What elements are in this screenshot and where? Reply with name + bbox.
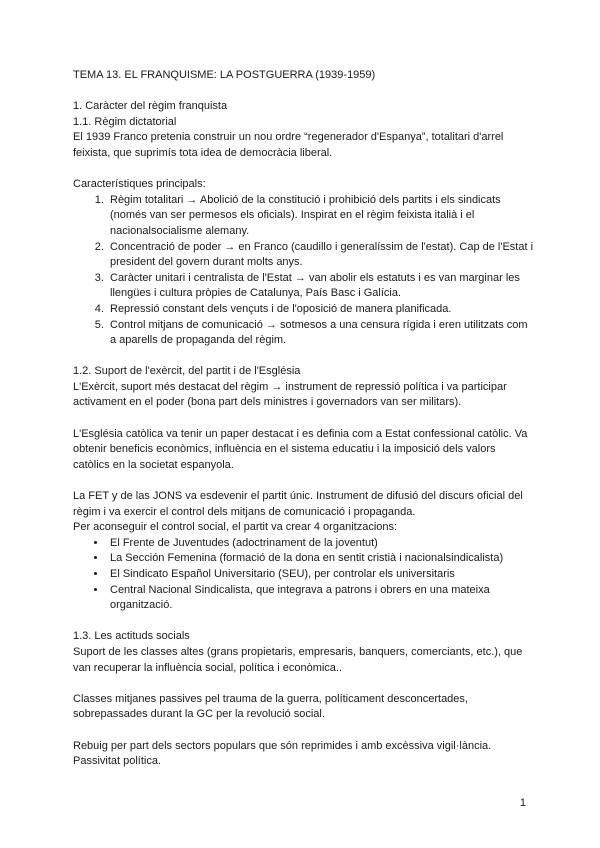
list-item: • La Sección Femenina (formació de la dona en sentit cristià i nacionalsindicalista) bbox=[107, 551, 535, 567]
upper-classes-paragraph: Suport de les classes altes (grans propietaris, empresaris, banquers, comerciants, etc.), que van recuperar la influència social, política i econòmica.. bbox=[73, 645, 523, 674]
section-1-1-heading: 1.1. Règim dictatorial bbox=[73, 115, 177, 128]
fet-paragraph: La FET y de las JONS va esdevenir el partit únic. Instrument de difusió del discurs oficial del règim i va exercir el control dels mitjans de comunicació i propaganda. bbox=[73, 490, 523, 518]
list-item: • El Frente de Juventudes (adoctrinament de la joventut) bbox=[107, 536, 535, 552]
spacer bbox=[73, 84, 535, 100]
characteristics-label: Característiques principals: bbox=[73, 178, 206, 191]
list-item: 5. Control mitjans de comunicació → sotmesos a una censura rígida i eren utilitzats com a aparells de propaganda del règim. bbox=[107, 318, 535, 349]
middle-classes-paragraph: Classes mitjanes passives pel trauma de la guerra, políticament desconcertades, sobrepassades durant la GC per la revolució social. bbox=[73, 692, 468, 721]
church-paragraph: L'Església catòlica va tenir un paper destacat i es definia com a Estat confessional catòlic. Va obtenir beneficis econòmics, influència en el sistema educatiu i la imposició dels valors catòlics en la societat espanyola. bbox=[73, 427, 528, 471]
list-item: 3. Caràcter unitari i centralista de l'Estat → van abolir els estatuts i es van marginar les llengües i cultura pròpies de Catalunya, País Basc i Galícia. bbox=[107, 271, 535, 302]
section-1-1-intro: El 1939 Franco pretenia construir un nou ordre “regenerador d'Espanya”, totalitari d'arrel feixista, que suprimís tota idea de democràcia liberal. bbox=[73, 131, 504, 159]
list-item: • El Sindicato Español Universitario (SEU), per controlar els universitaris bbox=[107, 567, 535, 583]
list-item: 2. Concentració de poder → en Franco (caudillo i generalíssim de l'estat). Cap de l'Estat i president del govern durant molts anys. bbox=[107, 240, 535, 271]
spacer bbox=[73, 723, 535, 739]
list-item: • Central Nacional Sindicalista, que integrava a patrons i obrers en una mateixa organització. bbox=[107, 583, 535, 614]
page-number: 1 bbox=[519, 797, 526, 809]
organizations-intro: Per aconseguir el control social, el partit va crear 4 organitzacions: bbox=[73, 521, 398, 534]
section-1-2-heading: 1.2. Suport de l'exèrcit, del partit i de l'Església bbox=[73, 365, 301, 378]
section-1-3-heading: 1.3. Les actituds socials bbox=[73, 630, 190, 643]
spacer bbox=[73, 614, 535, 630]
army-paragraph: L'Exèrcit, suport més destacat del règim → instrument de repressió política i va participar activament en el poder (bona part dels ministres i governadors van ser militars). bbox=[73, 380, 507, 409]
spacer bbox=[73, 676, 535, 692]
list-item: 4. Repressió constant dels vençuts i de l'oposició de manera planificada. bbox=[107, 302, 535, 318]
characteristics-list bbox=[73, 193, 535, 349]
organizations-list bbox=[73, 536, 535, 614]
spacer bbox=[73, 349, 535, 365]
popular-sectors-paragraph: Rebuig per part dels sectors populars que són reprimides i amb excèssiva vigil·lància. Passivitat política. bbox=[73, 739, 492, 768]
document-body bbox=[73, 68, 535, 770]
spacer bbox=[73, 162, 535, 178]
spacer bbox=[73, 411, 535, 427]
list-item: 1. Règim totalitari → Abolició de la constitució i prohibició dels partits i els sindicats (només van ser permesos els oficials). Inspirat en el règim feixista italià i el nacionalsocialisme alemany. bbox=[107, 193, 535, 240]
spacer bbox=[73, 473, 535, 489]
document-title: TEMA 13. EL FRANQUISME: LA POSTGUERRA (1939-1959) bbox=[73, 69, 376, 81]
section-1-heading: 1. Caràcter del règim franquista bbox=[73, 100, 228, 113]
